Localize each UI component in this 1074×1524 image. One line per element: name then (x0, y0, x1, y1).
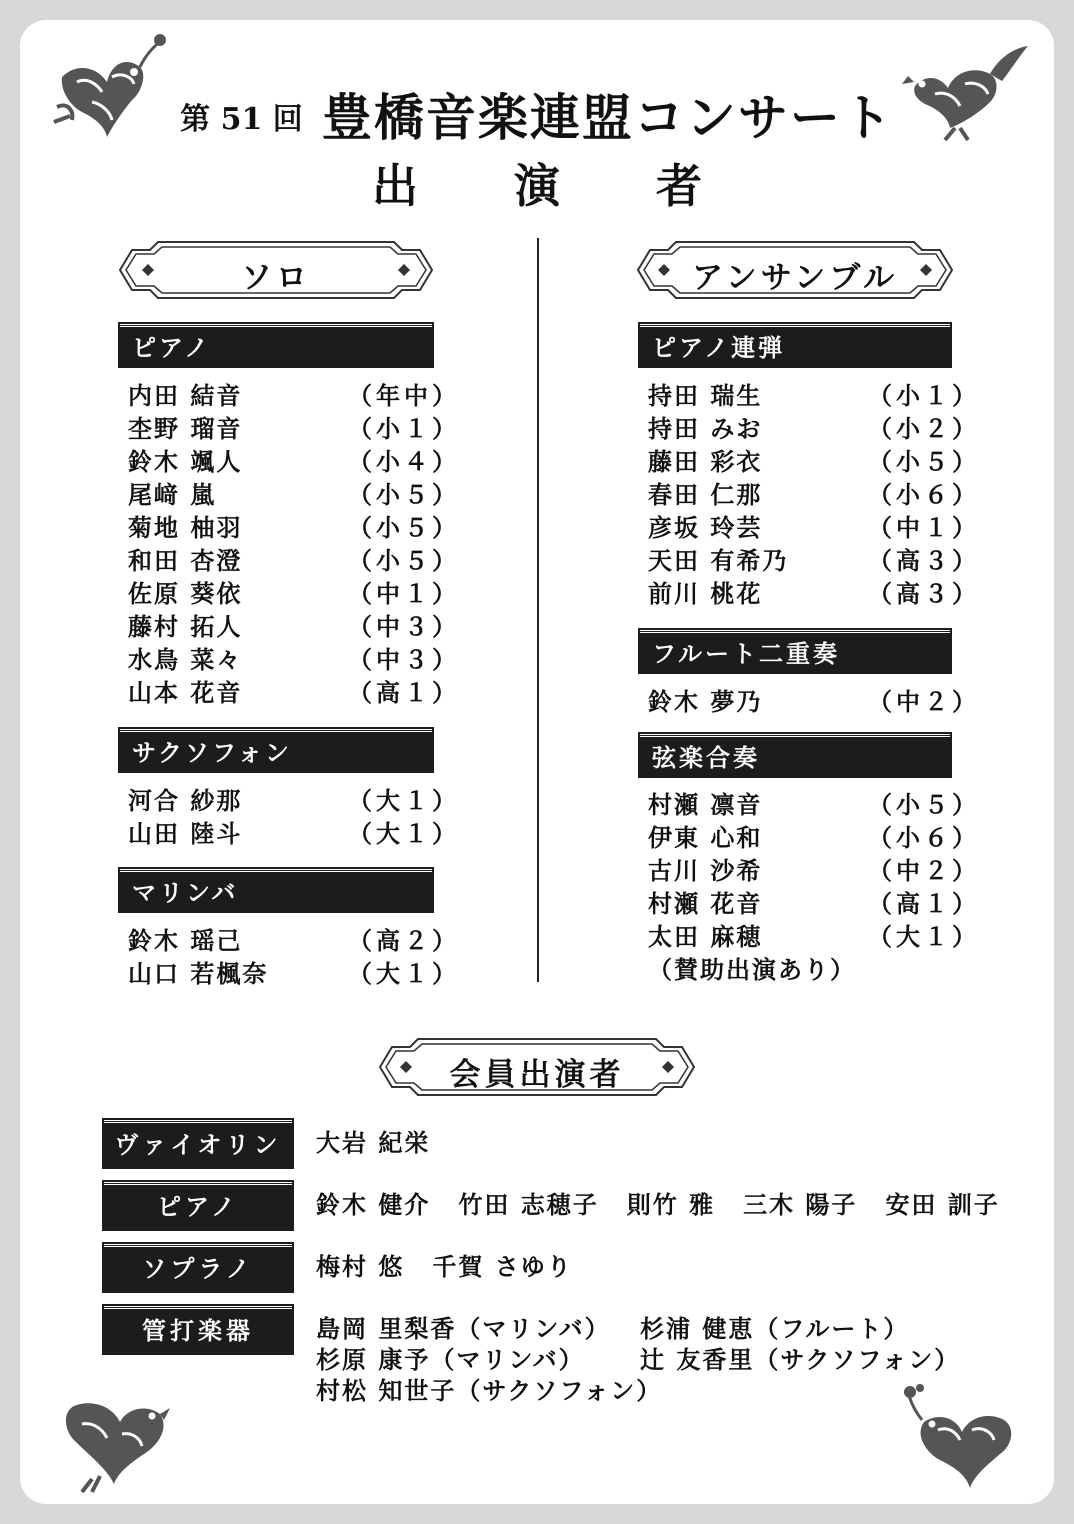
section-bar-piano: ピアノ (120, 324, 432, 366)
list-item: 鈴木 颯人 （小４） (128, 447, 460, 476)
solo-piano-list (128, 379, 460, 709)
ensemble-heading: アンサンブル (636, 240, 954, 300)
edition-number: 第 51 回 (180, 102, 303, 137)
section-bar-flute-duet: フルート二重奏 (640, 630, 950, 672)
list-item: 天田 有希乃 （高３） (648, 546, 980, 575)
list-item: 持田 瑞生 （小１） (648, 381, 980, 410)
list-item: 彦坂 玲芸 （中１） (648, 513, 980, 542)
list-item: 太田 麻穂 （大１） (648, 922, 980, 951)
section-bar-marimba: マリンバ (120, 869, 432, 911)
list-item: 藤田 彩衣 （小５） (648, 447, 980, 476)
list-item: 尾﨑 嵐 （小５） (128, 480, 460, 509)
list-item: 菊地 柚羽 （小５） (128, 513, 460, 542)
member-names: 大岩 紀栄 (316, 1128, 431, 1157)
members-heading: 会員出演者 (378, 1037, 696, 1097)
section-bar-piano-duet: ピアノ連弾 (640, 324, 950, 366)
member-label: ヴァイオリン (104, 1120, 292, 1167)
solo-saxophone-list (128, 784, 460, 850)
list-item: 前川 桃花 （高３） (648, 579, 980, 608)
list-item: 藤村 拓人 （中３） (128, 612, 460, 641)
list-item: 鈴木 夢乃 （中２） (648, 687, 980, 716)
ensemble-string-list (648, 788, 980, 986)
list-item: 山本 花音 （高１） (128, 678, 460, 707)
member-names: 島岡 里梨香（マリンバ） 杉浦 健恵（フルート） 杉原 康予（マリンバ） 辻 友香里（サクソフォン） 村松 知世子（サクソフォン） (316, 1314, 961, 1405)
list-item: 伊東 心和 （小６） (648, 823, 980, 852)
performers-title: 出 演 者 (371, 159, 743, 213)
list-item: 佐原 葵依 （中１） (128, 579, 460, 608)
bird-icon (52, 1384, 172, 1494)
solo-marimba-list (128, 924, 460, 990)
section-bar-string-ensemble: 弦楽合奏 (640, 734, 950, 776)
list-item: 山田 陸斗 （大１） (128, 819, 460, 848)
column-divider (537, 238, 539, 982)
ensemble-piano-duet-list (648, 379, 980, 610)
section-bar-saxophone: サクソフォン (120, 729, 432, 771)
list-item: 和田 杏澄 （小５） (128, 546, 460, 575)
list-item: 水鳥 菜々 （中３） (128, 645, 460, 674)
list-item: 山口 若楓奈 （大１） (128, 959, 460, 988)
list-item: 鈴木 瑶己 （高２） (128, 926, 460, 955)
list-item: 春田 仁那 （小６） (648, 480, 980, 509)
member-label: 管打楽器 (104, 1306, 292, 1353)
list-item: 河合 紗那 （大１） (128, 786, 460, 815)
list-item: 古川 沙希 （中２） (648, 856, 980, 885)
member-label: ソプラノ (104, 1244, 292, 1291)
member-label: ピアノ (104, 1182, 292, 1229)
support-note: （賛助出演あり） (648, 955, 856, 984)
list-item: 杢野 瑠音 （小１） (128, 414, 460, 443)
member-names: 梅村 悠 千賀 さゆり (316, 1252, 573, 1281)
solo-heading: ソロ (118, 240, 434, 300)
concert-title-row (0, 78, 1074, 150)
member-names: 鈴木 健介 竹田 志穂子 則竹 雅 三木 陽子 安田 訓子 (316, 1190, 1000, 1219)
concert-title: 豊橋音楽連盟コンサート (321, 88, 894, 147)
list-item: 持田 みお （小２） (648, 414, 980, 443)
list-item: 村瀬 花音 （高１） (648, 889, 980, 918)
list-item: 村瀬 凛音 （小５） (648, 790, 980, 819)
ensemble-flute-duet-list (648, 685, 980, 718)
list-item: 内田 結音 （年中） (128, 381, 460, 410)
